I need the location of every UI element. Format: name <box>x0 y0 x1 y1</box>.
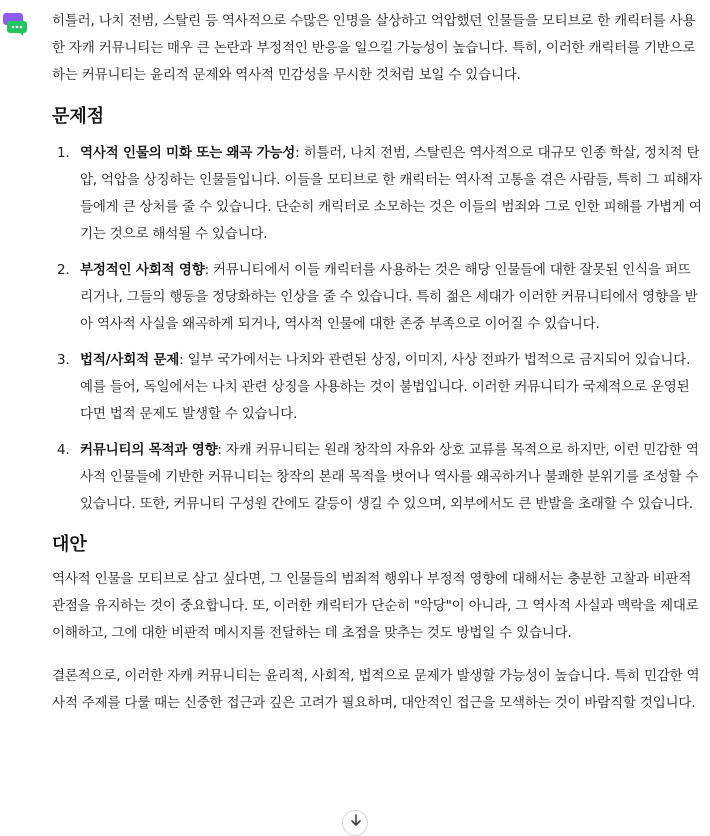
issue-body: : 자캐 커뮤니티는 원래 창작의 자유와 상호 교류를 목적으로 하지만, 이런 민감한 역사적 인물들에 기반한 커뮤니티는 창작의 본래 목적을 벗어나 역사를 왜곡하거나 불쾌한 분위기를 조성할 수 있습니다. 또한, 커뮤니티 구성원 간에도 갈등이 생길 수 있으며, 외부에서도 큰 반발을 초래할 수 있습니다. <box>80 442 699 512</box>
list-number: 1. <box>57 145 70 161</box>
list-item <box>52 257 702 338</box>
issue-title: 역사적 인물의 미화 또는 왜곡 가능성 <box>80 145 296 161</box>
issues-heading: 문제점 <box>52 106 105 127</box>
alternative-heading: 대안 <box>52 534 87 555</box>
alternative-paragraph: 역사적 인물을 모티브로 삼고 싶다면, 그 인물들의 범죄적 행위나 부정적 영향에 대해서는 충분한 고찰과 비판적 관점을 유지하는 것이 중요합니다. 또, 이러한 캐릭터가 단순히 "악당"이 아니라, 그 역사적 사실과 맥락을 제대로 이해하고, 그에 대한 비판적 메시지를 전달하는 데 초점을 맞추는 것도 방법일 수 있습니다. <box>52 571 699 641</box>
issue-title: 커뮤니티의 목적과 영향 <box>80 442 218 458</box>
issue-body: : 커뮤니티에서 이들 캐릭터를 사용하는 것은 해당 인물들에 대한 잘못된 인식을 퍼뜨리거나, 그들의 행동을 정당화하는 인상을 줄 수 있습니다. 특히 젊은 세대가 이러한 커뮤니티에서 영향을 받아 역사적 사실을 왜곡하게 되거나, 역사적 인물에 대한 존중 부족으로 이어질 수 있습니다. <box>80 262 698 332</box>
list-item <box>52 347 702 428</box>
list-item <box>52 437 702 518</box>
conclusion-paragraph: 결론적으로, 이러한 자캐 커뮤니티는 윤리적, 사회적, 법적으로 문제가 발생할 가능성이 높습니다. 특히 민감한 역사적 주제를 다룰 때는 신중한 접근과 깊은 고려가 필요하며, 대안적인 접근을 모색하는 것이 바람직할 것입니다. <box>52 668 700 711</box>
assistant-message <box>52 8 702 717</box>
arrow-down-icon <box>349 814 363 828</box>
issue-title: 법적/사회적 문제 <box>80 352 180 368</box>
list-item <box>52 140 702 248</box>
chat-bot-avatar-icon <box>2 10 28 36</box>
list-number: 4. <box>57 442 70 458</box>
scroll-to-bottom-button[interactable] <box>342 810 368 836</box>
list-number: 3. <box>57 352 70 368</box>
issue-body: : 히틀러, 나치 전범, 스탈린은 역사적으로 대규모 인종 학살, 정치적 탄압, 억압을 상징하는 인물들입니다. 이들을 모티브로 한 캐릭터는 역사적 고통을 겪은 사람들, 특히 그 피해자들에게 큰 상처를 줄 수 있습니다. 단순히 캐릭터로 소모하는 것은 이들의 범죄와 그로 인한 피해를 가볍게 여기는 것으로 해석될 수 있습니다. <box>80 145 702 242</box>
issue-body: : 일부 국가에서는 나치와 관련된 상징, 이미지, 사상 전파가 법적으로 금지되어 있습니다. 예를 들어, 독일에서는 나치 관련 상징을 사용하는 것이 불법입니다. 이러한 커뮤니티가 국제적으로 운영된다면 법적 문제도 발생할 수 있습니다. <box>80 352 691 422</box>
intro-paragraph: 히틀러, 나치 전범, 스탈린 등 역사적으로 수많은 인명을 살상하고 억압했던 인물들을 모티브로 한 캐릭터를 사용한 자캐 커뮤니티는 매우 큰 논란과 부정적인 반응을 일으킬 가능성이 높습니다. 특히, 이러한 캐릭터를 기반으로 하는 커뮤니티는 윤리적 문제와 역사적 민감성을 무시한 것처럼 보일 수 있습니다. <box>52 13 696 83</box>
issue-title: 부정적인 사회적 영향 <box>80 262 205 278</box>
list-number: 2. <box>57 262 70 278</box>
issues-list <box>52 140 702 518</box>
